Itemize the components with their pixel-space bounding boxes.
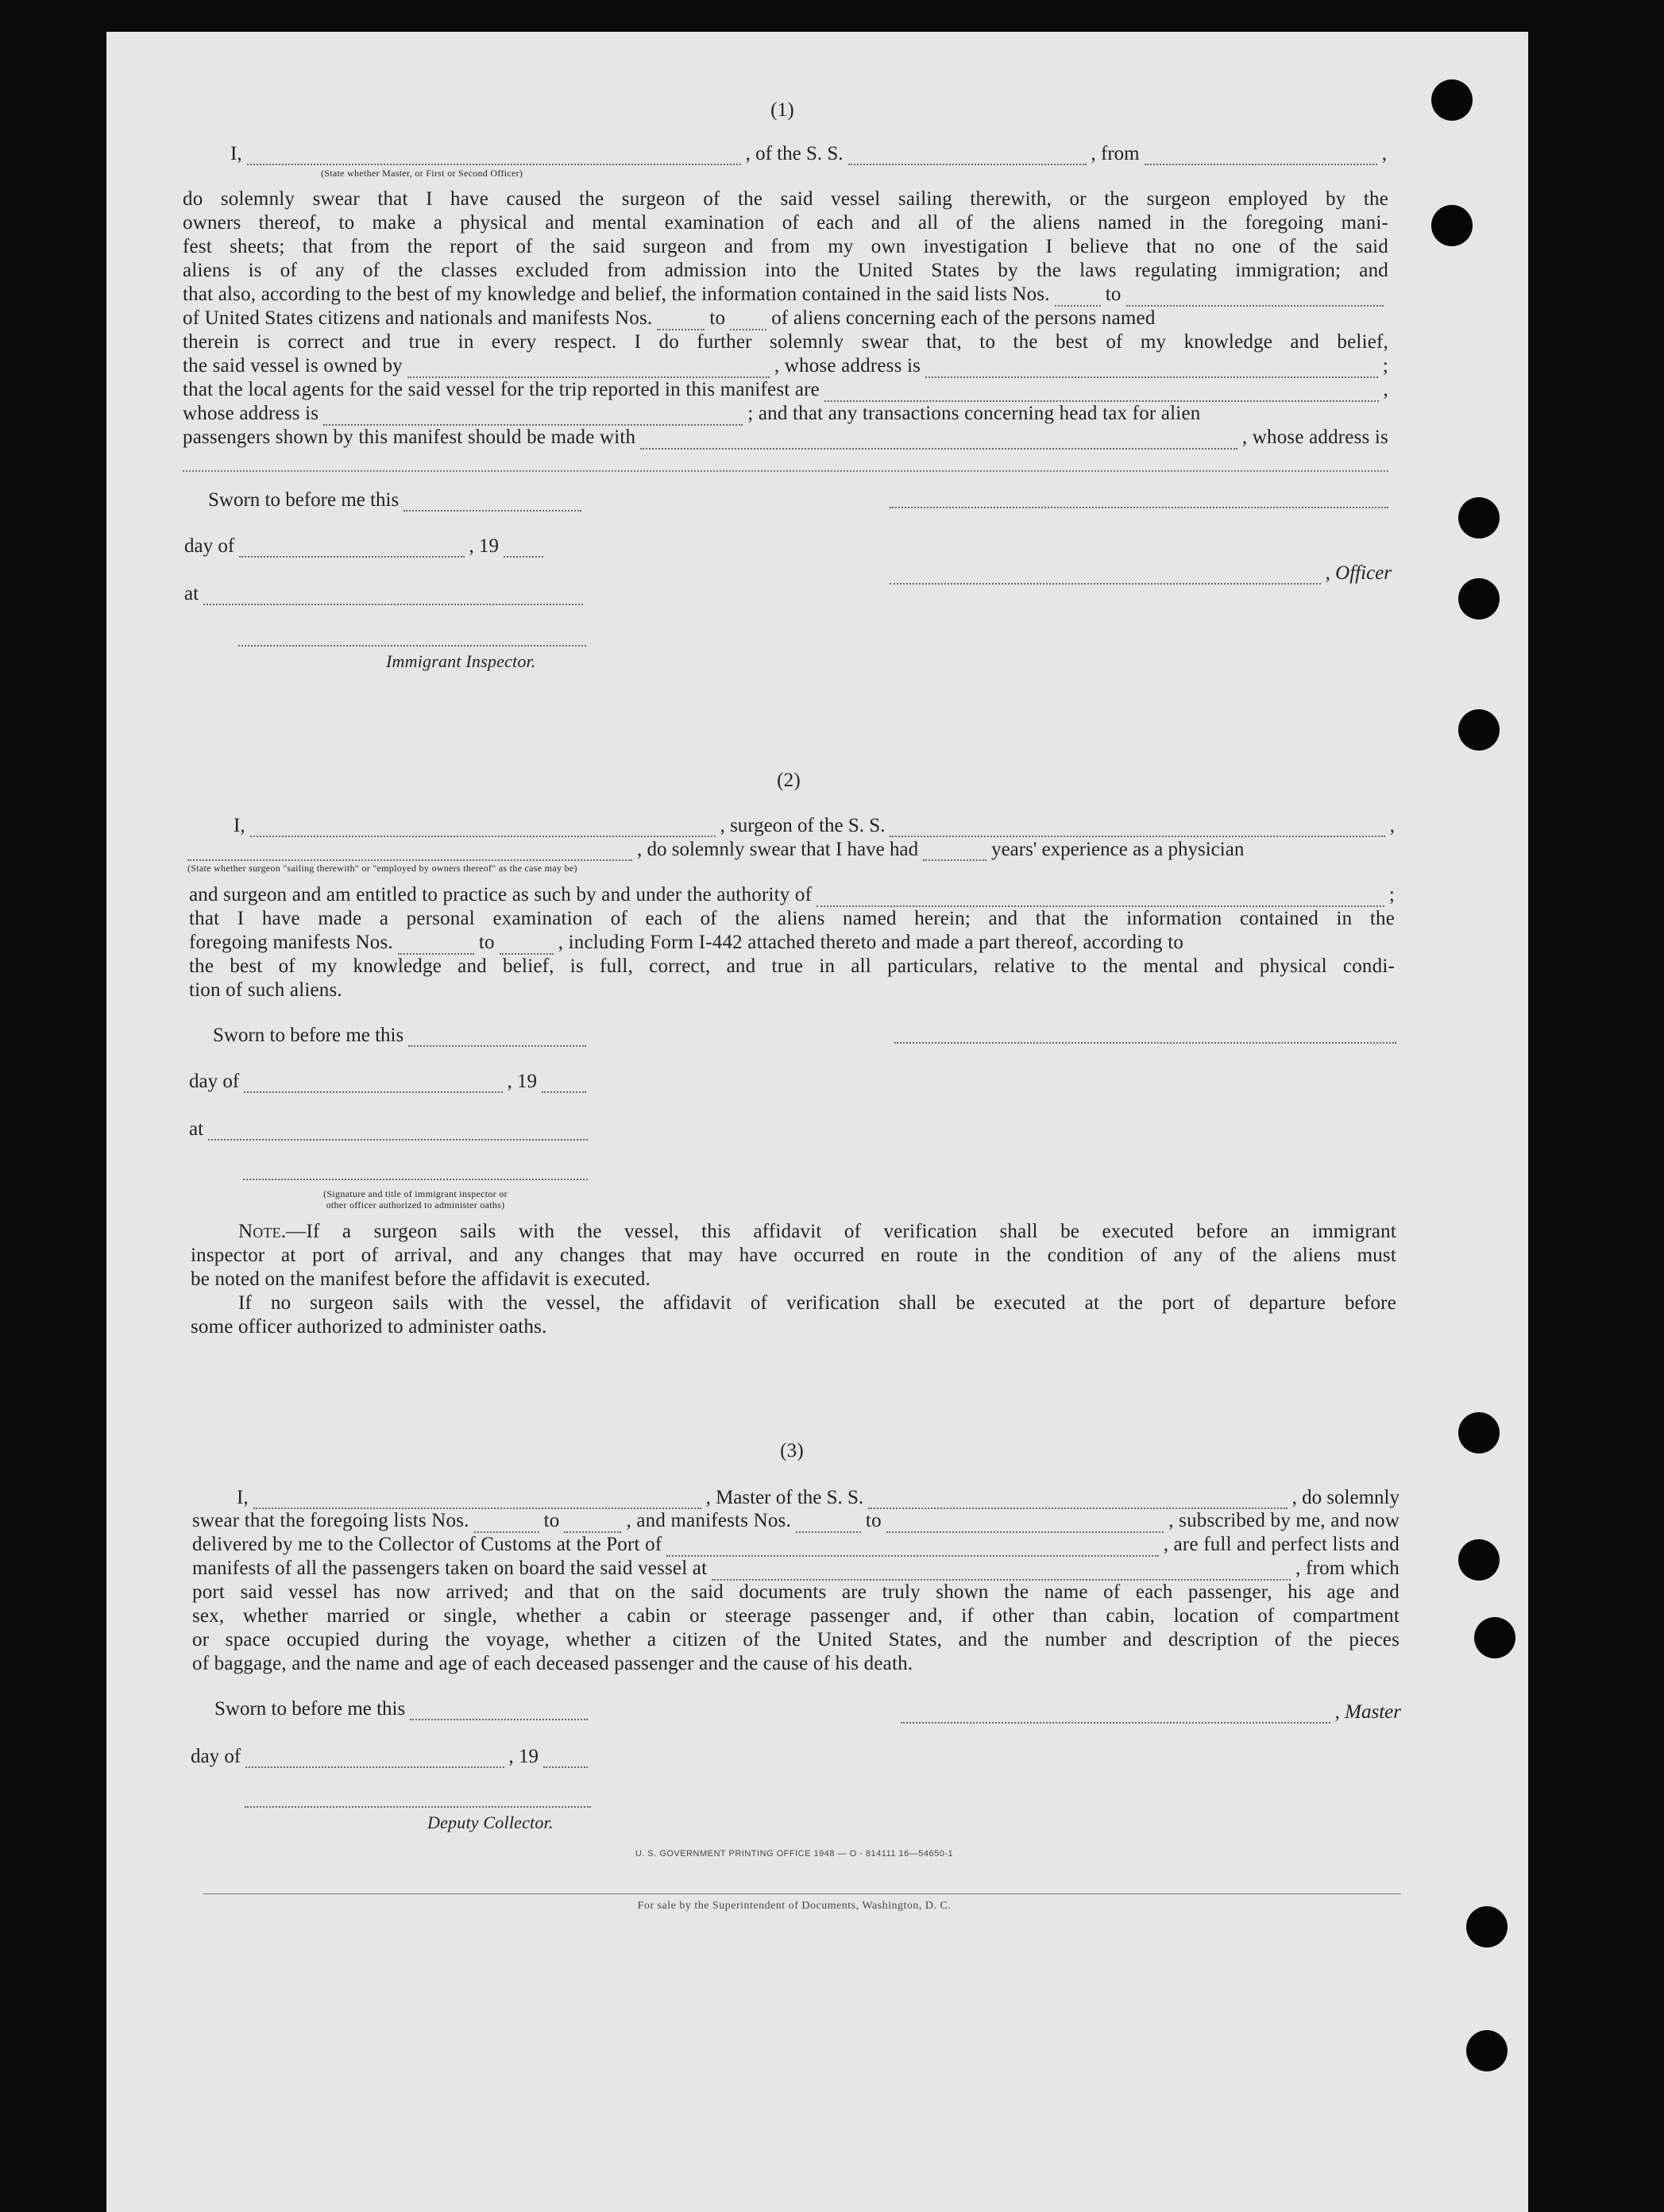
- body-line: port said vessel has now arrived; and that on the said documents are truly shown the name of each passenger, his age and: [192, 1581, 1400, 1603]
- section-3-body: swear that the foregoing lists Nos. to , and manifests Nos. to , subscribed by me, and now delivered by me to the Collector of Customs at the Port of , are full and perfect lists and manifests of all the passengers taken on board the said vessel at , from which port said vessel has now arrived; and that on the said documents are truly shown the name of each passenger, his age and sex, whether married or single, whether a cabin or steerage passenger and, if other than cabin, location of compartment or space occupied during the voyage, whether a citizen of the United States, and the number and description of the pieces of baggage, and the name and age of each deceased passenger and the cause of his death.: [192, 1510, 1400, 1674]
- port-field[interactable]: [666, 1539, 1158, 1557]
- sworn-row-2: Sworn to before me this: [213, 1025, 591, 1047]
- punch-hole: [1466, 1906, 1508, 1948]
- officer-signature-line-1[interactable]: [890, 507, 1388, 508]
- body-line: or space occupied during the voyage, whether a citizen of the United States, and the number and description of the pieces: [192, 1629, 1400, 1650]
- inspector-label: Immigrant Inspector.: [386, 651, 536, 671]
- sworn-row-3: Sworn to before me this: [214, 1698, 593, 1720]
- head-tax-contact-field[interactable]: [640, 432, 1237, 450]
- at-row-2: at: [189, 1118, 593, 1141]
- vessel-name-field[interactable]: [848, 148, 1087, 165]
- body-line: tion of such aliens.: [189, 979, 342, 1001]
- day-of-field[interactable]: [239, 540, 464, 558]
- sale-notice: For sale by the Superintendent of Documents, Washington, D. C.: [637, 1900, 952, 1912]
- surgeon-manifests-from-field[interactable]: [398, 937, 474, 955]
- punch-hole: [1458, 578, 1500, 620]
- note-line: some officer authorized to administer oaths.: [191, 1316, 547, 1338]
- section-2-body: and surgeon and am entitled to practice as such by and under the authority of ; that I have made a personal examination of each of the aliens named herein; and that the information contained in the foregoing manifests Nos. to , including Form I-442 attached thereto and made a part thereof, according to the best of my knowledge and belief, is full, correct, and true in all particulars, relative to the mental and physical condi- tion of such aliens.: [189, 884, 1395, 1001]
- note-line: If no surgeon sails with the vessel, the affidavit of verification shall be executed at the port of departure before: [238, 1292, 1396, 1314]
- master-lists-from-field[interactable]: [474, 1515, 539, 1533]
- at-field[interactable]: [203, 588, 583, 605]
- manifests-from-field[interactable]: [657, 313, 705, 330]
- master-lists-to-field[interactable]: [564, 1515, 621, 1533]
- punch-hole: [1431, 79, 1473, 121]
- body-line: owners thereof, to make a physical and mental examination of each and all of the aliens named in the foregoing mani-: [183, 212, 1388, 234]
- punch-hole: [1474, 1617, 1515, 1658]
- sworn-date-field[interactable]: [410, 1703, 588, 1720]
- section-2-number: (2): [777, 770, 801, 791]
- punch-hole: [1431, 205, 1473, 246]
- surgeon-caption: (State whether surgeon "sailing therewith" or "employed by owners thereof" as the case may be): [187, 863, 577, 874]
- surgeon-manifests-to-field[interactable]: [500, 937, 554, 955]
- manifests-to-field[interactable]: [730, 313, 766, 330]
- punch-hole: [1458, 1539, 1500, 1581]
- authority-field[interactable]: [817, 890, 1384, 907]
- section-2-line-2: , do solemnly swear that I have had years' experience as a physician: [187, 839, 1395, 861]
- local-agents-field[interactable]: [824, 384, 1379, 402]
- lists-from-field[interactable]: [1055, 289, 1101, 307]
- master-signature-line[interactable]: [901, 1706, 1330, 1724]
- deputy-signature-line[interactable]: [245, 1806, 591, 1808]
- lists-to-field[interactable]: [1126, 289, 1384, 307]
- gpo-imprint: U. S. GOVERNMENT PRINTING OFFICE 1948 — O - 814111 16—54650-1: [635, 1849, 954, 1859]
- master-manifests-from-field[interactable]: [796, 1515, 861, 1533]
- body-line: aliens is of any of the classes excluded from admission into the United States by the laws regulating immigration; and: [183, 260, 1388, 281]
- master-vessel-field[interactable]: [868, 1492, 1287, 1509]
- day-of-field[interactable]: [244, 1075, 502, 1093]
- body-line: sex, whether married or single, whether a cabin or steerage passenger and, if other than cabin, location of compartment: [192, 1605, 1400, 1627]
- punch-hole: [1458, 497, 1500, 539]
- year-field[interactable]: [542, 1075, 586, 1093]
- officer-name-field[interactable]: [247, 148, 741, 165]
- address-continuation-field[interactable]: [183, 454, 1388, 472]
- day-row-2: day of , 19: [189, 1071, 591, 1093]
- sworn-row-1: Sworn to before me this: [208, 489, 586, 512]
- surgeon-type-field[interactable]: [187, 843, 632, 861]
- section-1-number: (1): [770, 99, 794, 121]
- years-experience-field[interactable]: [923, 843, 986, 861]
- note-line: inspector at port of arrival, and any changes that may have occurred en route in the condition of any of the aliens must: [191, 1245, 1396, 1266]
- punch-hole: [1458, 709, 1500, 751]
- sworn-date-field[interactable]: [408, 1029, 586, 1047]
- officer-signature-line-2[interactable]: [890, 567, 1321, 585]
- at-field[interactable]: [208, 1123, 588, 1141]
- surgeon-vessel-field[interactable]: [890, 820, 1384, 837]
- deputy-collector-label: Deputy Collector.: [427, 1812, 554, 1832]
- officer-caption: (State whether Master, or First or Second Officer): [321, 168, 523, 179]
- note-label: Note.: [238, 1221, 287, 1242]
- master-name-field[interactable]: [253, 1492, 701, 1509]
- owner-address-field[interactable]: [925, 361, 1378, 378]
- punch-hole: [1466, 2030, 1508, 2071]
- note-block: Note.—If a surgeon sails with the vessel, this affidavit of verification shall be executed before an immigrant inspector at port of arrival, and any changes that may have occurred en route in the condition of any of the aliens must be noted on the manifest before the affidavit is executed. If no surgeon sails with the vessel, the affidavit of verification shall be executed at the port of departure before some officer authorized to administer oaths.: [191, 1221, 1396, 1338]
- surgeon-name-field[interactable]: [250, 820, 716, 837]
- at-row-1: at: [184, 583, 588, 605]
- note-line: be noted on the manifest before the affidavit is executed.: [191, 1268, 651, 1290]
- section-3-line-1: I, , Master of the S. S. , do solemnly: [237, 1487, 1400, 1508]
- signature-title-caption: (Signature and title of immigrant inspector or other officer authorized to administer oaths): [323, 1188, 508, 1210]
- master-signature-row: , Master: [901, 1701, 1401, 1724]
- section-2-line-1: I, , surgeon of the S. S. ,: [234, 815, 1395, 836]
- boarding-port-field[interactable]: [712, 1563, 1291, 1581]
- surgeon-signature-line[interactable]: [894, 1042, 1396, 1044]
- body-line: fest sheets; that from the report of the said surgeon and from my own investigation I believe that no one of the said: [183, 236, 1388, 257]
- body-line: the best of my knowledge and belief, is full, correct, and true in all particulars, relative to the mental and physical condi-: [189, 955, 1395, 977]
- section-1-line-1: I, , of the S. S. , from ,: [230, 143, 1387, 164]
- agents-address-field[interactable]: [323, 408, 743, 426]
- from-port-field[interactable]: [1145, 148, 1377, 165]
- body-line: that I have made a personal examination of each of the aliens named herein; and that the information contained in the: [189, 908, 1395, 929]
- day-of-field[interactable]: [245, 1751, 504, 1768]
- year-field[interactable]: [543, 1751, 588, 1768]
- body-line: therein is correct and true in every respect. I do further solemnly swear that, to the best of my knowledge and belief,: [183, 331, 1388, 353]
- inspector-signature-line[interactable]: [238, 645, 586, 647]
- body-line: do solemnly swear that I have caused the surgeon of the said vessel sailing therewith, or the surgeon employed by the: [183, 188, 1388, 210]
- examiner-signature-line[interactable]: [243, 1179, 588, 1180]
- section-1-body: do solemnly swear that I have caused the surgeon of the said vessel sailing therewith, or the surgeon employed by the owners thereof, to make a physical and mental examination of each and all of the aliens named in the foregoing mani- fest sheets; that from the report of the said surgeon and from my own investigation I believe that no one of the said aliens is of any of the classes excluded from admission into the United States by the laws regulating immigration; and that also, according to the best of my knowledge and belief, the information contained in the said lists Nos. to of United States citizens and nationals and manifests Nos. to of aliens concerning each of the persons named therein is correct and true in every respect. I do further solemnly swear that, to the best of my knowledge and belief, the said vessel is owned by , whose address is ; that the local agents for the said vessel for the trip reported in this manifest are , whose address is ; and that any transactions concerning head tax for alien passengers shown by this manifest should be made with , whose address is: [183, 187, 1388, 472]
- master-manifests-to-field[interactable]: [886, 1515, 1164, 1533]
- day-row-3: day of , 19: [191, 1746, 593, 1768]
- sworn-date-field[interactable]: [403, 494, 581, 512]
- section-3-number: (3): [780, 1440, 804, 1461]
- body-line: of baggage, and the name and age of each deceased passenger and the cause of his death.: [192, 1653, 913, 1674]
- year-field[interactable]: [504, 540, 543, 558]
- day-row-1: day of , 19: [184, 535, 548, 558]
- punch-hole: [1458, 1412, 1500, 1453]
- owner-field[interactable]: [407, 361, 770, 378]
- officer-row: , Officer: [890, 562, 1392, 585]
